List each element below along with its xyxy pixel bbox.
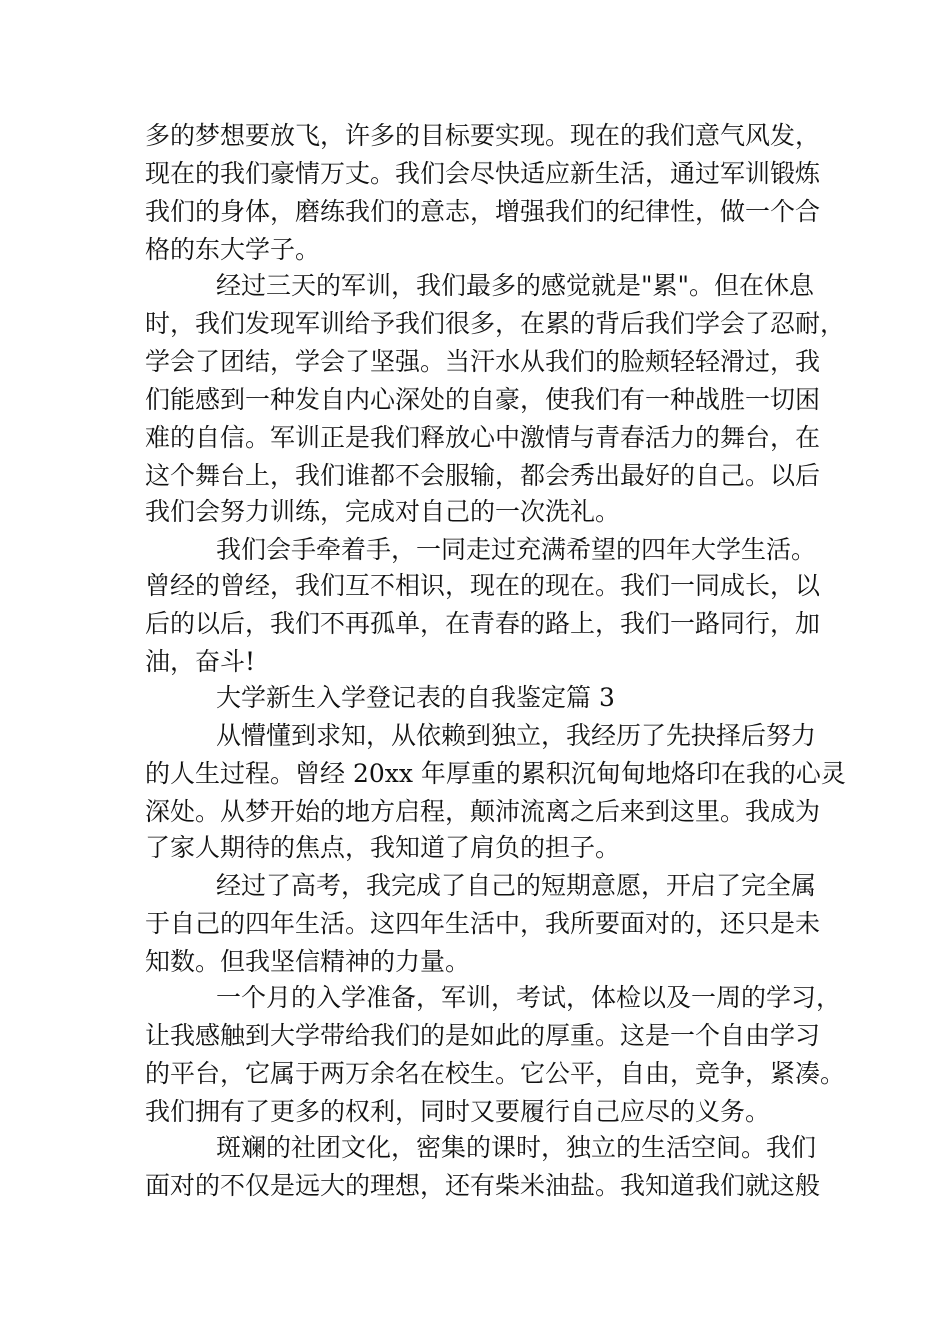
text-line: 深处。从梦开始的地方启程，颠沛流离之后来到这里。我成为 [145, 797, 821, 826]
paragraph-start-line: 从懵懂到求知，从依赖到独立，我经历了先抉择后努力 [216, 721, 817, 750]
paragraph-start-line: 我们会手牵着手，一同走过充满希望的四年大学生活。 [216, 535, 817, 564]
text-line: 曾经的曾经，我们互不相识，现在的现在。我们一同成长，以 [145, 571, 821, 600]
text-line: 格的东大学子。 [145, 235, 321, 264]
text-line: 于自己的四年生活。这四年生活中，我所要面对的，还只是未 [145, 909, 821, 938]
text-line: 多的梦想要放飞，许多的目标要实现。现在的我们意气风发， [145, 121, 821, 150]
text-line: 的人生过程。曾经 20xx 年厚重的累积沉甸甸地烙印在我的心灵 [145, 759, 846, 788]
text-line: 后的以后，我们不再孤单，在青春的路上，我们一路同行，加 [145, 609, 821, 638]
text-line: 这个舞台上，我们谁都不会服输，都会秀出最好的自己。以后 [145, 461, 821, 490]
paragraph-start-line: 经过三天的军训，我们最多的感觉就是"累"。但在休息 [216, 271, 815, 300]
text-line: 学会了团结，学会了坚强。当汗水从我们的脸颊轻轻滑过，我 [145, 347, 821, 376]
paragraph-start-line: 斑斓的社团文化，密集的课时，独立的生活空间。我们 [216, 1133, 817, 1162]
text-line: 现在的我们豪情万丈。我们会尽快适应新生活，通过军训锻炼 [145, 159, 821, 188]
section-heading: 大学新生入学登记表的自我鉴定篇 3 [216, 683, 615, 712]
text-line: 们能感到一种发自内心深处的自豪，使我们有一种战胜一切困 [145, 385, 821, 414]
text-line: 知数。但我坚信精神的力量。 [145, 947, 471, 976]
paragraph-start-line: 经过了高考，我完成了自己的短期意愿，开启了完全属 [216, 871, 817, 900]
paragraph-start-line: 一个月的入学准备，军训，考试，体检以及一周的学习， [216, 983, 842, 1012]
text-line: 让我感触到大学带给我们的是如此的厚重。这是一个自由学习 [145, 1021, 821, 1050]
text-line: 面对的不仅是远大的理想，还有柴米油盐。我知道我们就这般 [145, 1171, 821, 1200]
text-line: 我们的身体，磨练我们的意志，增强我们的纪律性，做一个合 [145, 197, 821, 226]
text-line: 难的自信。军训正是我们释放心中激情与青春活力的舞台，在 [145, 423, 821, 452]
text-line: 我们会努力训练，完成对自己的一次洗礼。 [145, 497, 621, 526]
text-line: 我们拥有了更多的权利，同时又要履行自己应尽的义务。 [145, 1097, 771, 1126]
text-line: 了家人期待的焦点，我知道了肩负的担子。 [145, 833, 621, 862]
text-line: 的平台，它属于两万余名在校生。它公平，自由，竞争，紧凑。 [145, 1059, 846, 1088]
text-line: 油，奋斗! [145, 647, 256, 676]
text-line: 时，我们发现军训给予我们很多，在累的背后我们学会了忍耐， [145, 309, 846, 338]
